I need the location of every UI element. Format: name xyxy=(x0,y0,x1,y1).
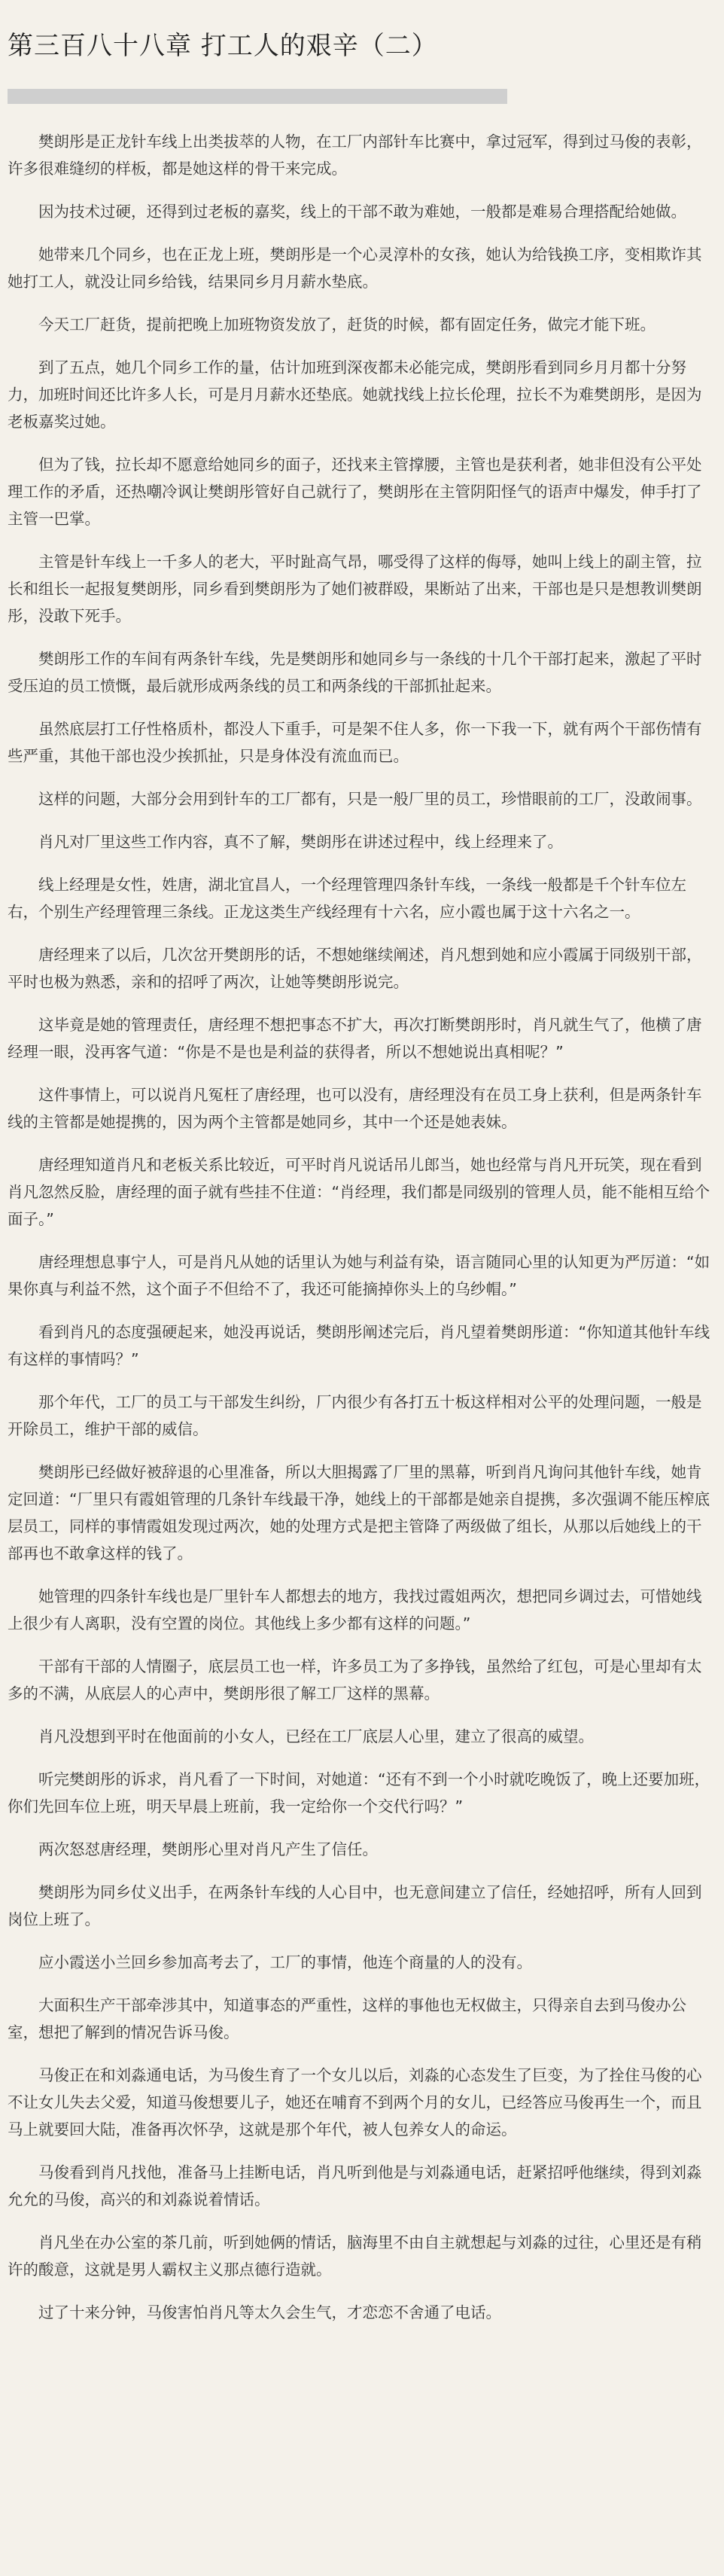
paragraph: 樊朗彤是正龙针车线上出类拔萃的人物，在工厂内部针车比赛中，拿过冠军，得到过马俊的表彰，许多很难缝纫的样板，都是她这样的骨干来完成。 xyxy=(8,133,702,178)
paragraph: 马俊正在和刘淼通电话，为马俊生育了一个女儿以后，刘淼的心态发生了巨变，为了拴住马俊的心不让女儿失去父爱，知道马俊想要儿子，她还在哺育不到两个月的女儿，已经答应马俊再生一个，而且马上就要回大陆，准备再次怀孕，这就是那个年代，被人包养女人的命运。 xyxy=(8,2066,702,2139)
paragraph: 两次怒怼唐经理，樊朗彤心里对肖凡产生了信任。 xyxy=(38,1840,378,1858)
paragraph: 这件事情上，可以说肖凡冤枉了唐经理，也可以没有，唐经理没有在员工身上获利，但是两条针车线的主管都是她提携的，因为两个主管都是她同乡，其中一个还是她表妹。 xyxy=(8,1086,702,1131)
paragraph: 大面积生产干部牵涉其中，知道事态的严重性，这样的事他也无权做主，只得亲自去到马俊办公室，想把了解到的情况告诉马俊。 xyxy=(8,1996,686,2041)
paragraph: 过了十来分钟，马俊害怕肖凡等太久会生气，才恋恋不舍通了电话。 xyxy=(38,2303,501,2321)
paragraph: 她管理的四条针车线也是厂里针车人都想去的地方，我找过霞姐两次，想把同乡调过去，可惜她线上很少有人离职，没有空置的岗位。其他线上多少都有这样的问题。” xyxy=(8,1587,702,1632)
paragraph: 虽然底层打工仔性格质朴，都没人下重手，可是架不住人多，你一下我一下，就有两个干部伤情有些严重，其他干部也没少挨抓扯，只是身体没有流血而已。 xyxy=(8,720,702,765)
paragraph: 今天工厂赶货，提前把晚上加班物资发放了，赶货的时候，都有固定任务，做完才能下班。 xyxy=(38,316,656,334)
paragraph: 唐经理来了以后，几次岔开樊朗彤的话，不想她继续阐述，肖凡想到她和应小霞属于同级别干部，平时也极为熟悉，亲和的招呼了两次，让她等樊朗彤说完。 xyxy=(8,946,702,991)
paragraph: 看到肖凡的态度强硬起来，她没再说话，樊朗彤阐述完后，肖凡望着樊朗彤道：“你知道其他针车线有这样的事情吗？” xyxy=(8,1323,710,1368)
paragraph: 她带来几个同乡，也在正龙上班，樊朗彤是一个心灵淳朴的女孩，她认为给钱换工序，变相欺诈其她打工人，就没让同乡给钱，结果同乡月月薪水垫底。 xyxy=(8,245,702,291)
paragraph: 因为技术过硬，还得到过老板的嘉奖，线上的干部不敢为难她，一般都是难易合理搭配给她做。 xyxy=(38,203,686,221)
chapter-content xyxy=(8,128,716,2326)
chapter-title: 第三百八十八章 打工人的艰辛（二） xyxy=(8,31,438,61)
reading-progress-bar xyxy=(8,89,507,104)
paragraph: 樊朗彤已经做好被辞退的心里准备，所以大胆揭露了厂里的黑幕，听到肖凡询问其他针车线，她肯定回道：“厂里只有霞姐管理的几条针车线最干净，她线上的干部都是她亲自提携，多次强调不能压榨底层员工，同样的事情霞姐发现过两次，她的处理方式是把主管降了两级做了组长，从那以后她线上的干部再也不敢拿这样的钱了。 xyxy=(8,1463,710,1562)
reading-progress-fill xyxy=(8,89,352,104)
paragraph: 这样的问题，大部分会用到针车的工厂都有，只是一般厂里的员工，珍惜眼前的工厂，没敢闹事。 xyxy=(38,790,702,808)
paragraph: 唐经理想息事宁人，可是肖凡从她的话里认为她与利益有染，语言随同心里的认知更为严厉道：“如果你真与利益不然，这个面子不但给不了，我还可能摘掉你头上的乌纱帽。” xyxy=(8,1253,710,1298)
paragraph: 肖凡没想到平时在他面前的小女人，已经在工厂底层人心里，建立了很高的威望。 xyxy=(38,1727,594,1745)
paragraph: 干部有干部的人情圈子，底层员工也一样，许多员工为了多挣钱，虽然给了红包，可是心里却有太多的不满，从底层人的心声中，樊朗彤很了解工厂这样的黑幕。 xyxy=(8,1657,702,1703)
paragraph: 那个年代，工厂的员工与干部发生纠纷，厂内很少有各打五十板这样相对公平的处理问题，一般是开除员工，维护干部的威信。 xyxy=(8,1393,702,1438)
paragraph: 到了五点，她几个同乡工作的量，估计加班到深夜都未必能完成，樊朗彤看到同乡月月都十分努力，加班时间还比许多人长，可是月月薪水还垫底。她就找线上拉长伦理，拉长不为难樊朗彤，是因为老板嘉奖过她。 xyxy=(8,358,702,431)
paragraph: 马俊看到肖凡找他，准备马上挂断电话，肖凡听到他是与刘淼通电话，赶紧招呼他继续，得到刘淼允允的马俊，高兴的和刘淼说着情话。 xyxy=(8,2163,702,2209)
paragraph: 肖凡对厂里这些工作内容，真不了解，樊朗彤在讲述过程中，线上经理来了。 xyxy=(38,833,563,851)
paragraph: 唐经理知道肖凡和老板关系比较近，可平时肖凡说话吊儿郎当，她也经常与肖凡开玩笑，现在看到肖凡忽然反脸，唐经理的面子就有些挂不住道：“肖经理，我们都是同级别的管理人员，能不能相互给个面子。” xyxy=(8,1156,710,1228)
paragraph: 听完樊朗彤的诉求，肖凡看了一下时间，对她道：“还有不到一个小时就吃晚饭了，晚上还要加班，你们先回车位上班，明天早晨上班前，我一定给你一个交代行吗？” xyxy=(8,1770,710,1815)
paragraph: 主管是针车线上一千多人的老大，平时趾高气昂，哪受得了这样的侮辱，她叫上线上的副主管，拉长和组长一起报复樊朗彤，同乡看到樊朗彤为了她们被群殴，果断站了出来，干部也是只是想教训樊朗彤，没敢下死手。 xyxy=(8,553,702,625)
paragraph: 樊朗彤工作的车间有两条针车线，先是樊朗彤和她同乡与一条线的十几个干部打起来，激起了平时受压迫的员工愤慨，最后就形成两条线的员工和两条线的干部抓扯起来。 xyxy=(8,650,702,695)
paragraph: 线上经理是女性，姓唐，湖北宜昌人，一个经理管理四条针车线，一条线一般都是千个针车位左右，个别生产经理管理三条线。正龙这类生产线经理有十六名，应小霞也属于这十六名之一。 xyxy=(8,876,686,921)
paragraph: 这毕竟是她的管理责任，唐经理不想把事态不扩大，再次打断樊朗彤时，肖凡就生气了，他横了唐经理一眼，没再客气道：“你是不是也是利益的获得者，所以不想她说出真相呢？” xyxy=(8,1016,702,1061)
paragraph: 肖凡坐在办公室的茶几前，听到她俩的情话，脑海里不由自主就想起与刘淼的过往，心里还是有稍许的酸意，这就是男人霸权主义那点德行造就。 xyxy=(8,2233,702,2279)
paragraph: 樊朗彤为同乡仗义出手，在两条针车线的人心目中，也无意间建立了信任，经她招呼，所有人回到岗位上班了。 xyxy=(8,1883,702,1928)
paragraph: 但为了钱，拉长却不愿意给她同乡的面子，还找来主管撑腰，主管也是获利者，她非但没有公平处理工作的矛盾，还热嘲冷讽让樊朗彤管好自己就行了，樊朗彤在主管阴阳怪气的语声中爆发，伸手打了主管一巴掌。 xyxy=(8,456,702,528)
paragraph: 应小霞送小兰回乡参加高考去了，工厂的事情，他连个商量的人的没有。 xyxy=(38,1953,532,1971)
